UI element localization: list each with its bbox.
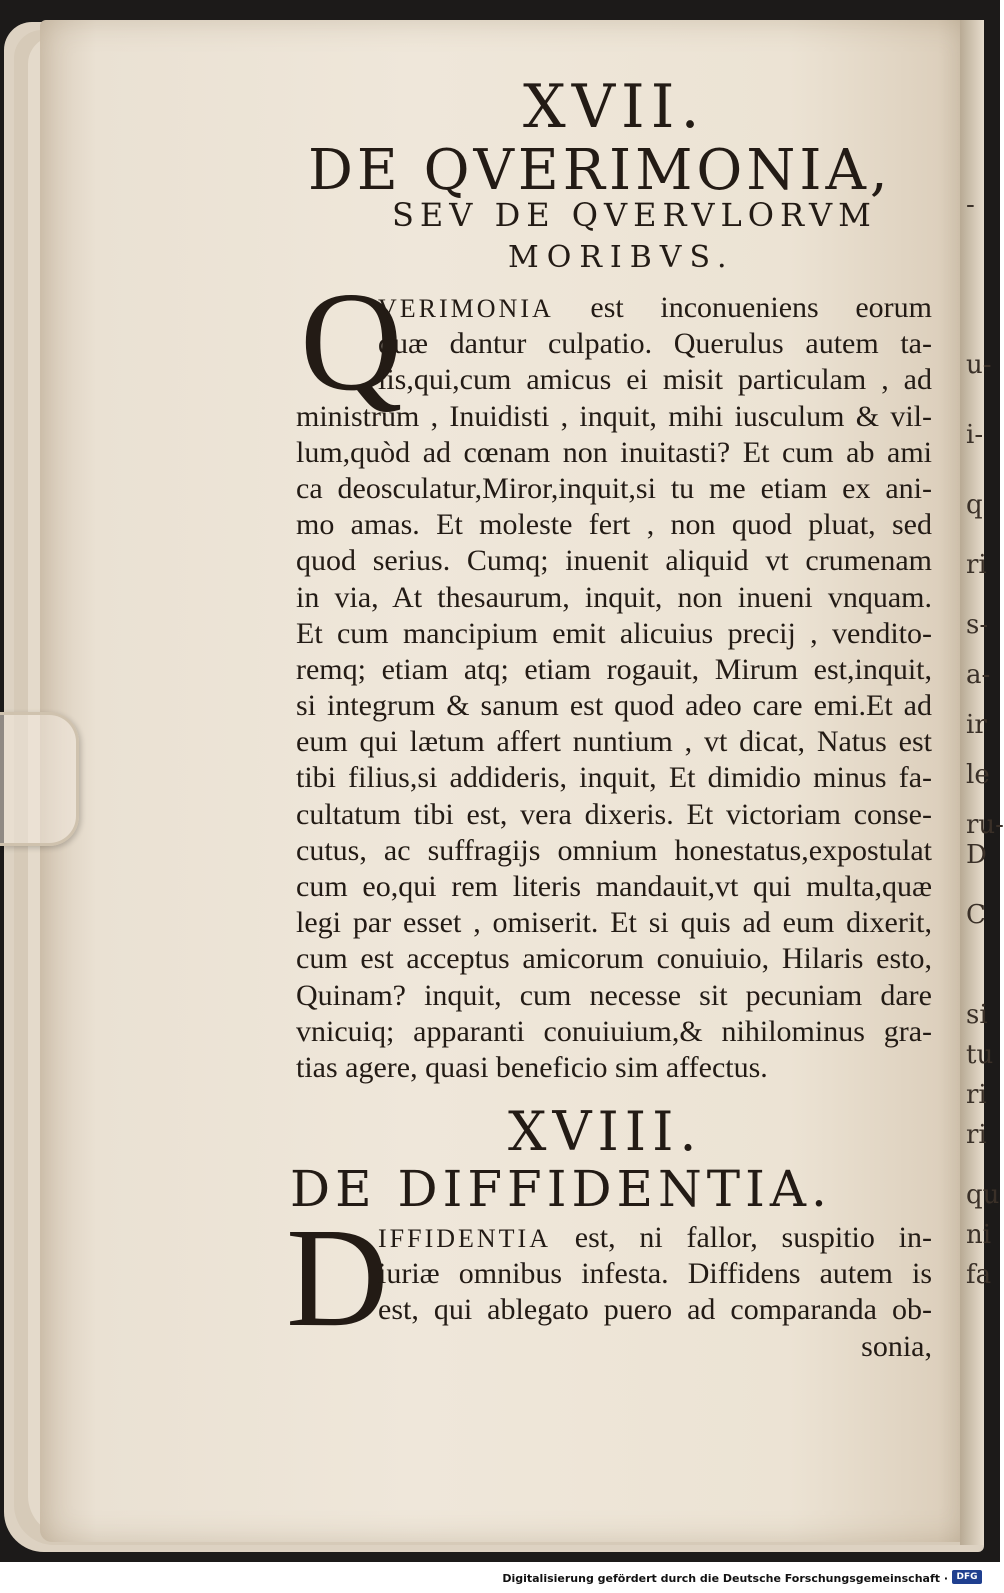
text-line: eum qui lætum affert nuntium , vt dicat, Natus est	[296, 725, 932, 759]
text-line: ca deosculatur,Miror,inquit,si tu me etiam ex ani-	[296, 471, 932, 505]
text-line: lis,qui,cum amicus ei misit particulam , ad	[378, 363, 932, 397]
facing-page-fragment: fa	[966, 1260, 992, 1290]
facing-page-fragment: ri	[966, 1080, 987, 1110]
catchword: sonia,	[861, 1329, 932, 1363]
text-line: quæ dantur culpatio. Querulus autem ta-	[378, 327, 932, 361]
text-line: est, qui ablegato puero ad comparanda ob-	[378, 1293, 932, 1327]
text-line: iuriæ omnibus infesta. Diffidens autem is	[378, 1257, 932, 1291]
drop-cap: D	[286, 1198, 389, 1356]
text-line: cultatum tibi est, vera dixeris. Et victoriam conse-	[296, 797, 932, 831]
chapter-number: XVII.	[523, 72, 706, 142]
facing-page-fragment: qu	[966, 1180, 1000, 1210]
chapter-title: DE QVERIMONIA,	[308, 138, 892, 203]
text-line: mo amas. Et moleste fert , non quod pluat, sed	[296, 508, 932, 542]
text-line: vnicuiq; apparanti conuiuium,& nihilominus gra-	[296, 1014, 932, 1048]
text-line: tias agere, quasi beneficio sim affectus.	[296, 1050, 768, 1084]
paragraph	[296, 1220, 932, 1365]
facing-page-fragment: D	[966, 840, 987, 870]
facing-page-fragment: u-	[966, 350, 992, 380]
page-clip	[0, 712, 79, 846]
facing-page-fragment: i-	[966, 420, 984, 450]
text-line: IFFIDENTIA est, ni fallor, suspitio in-	[378, 1221, 932, 1254]
text-line: cum est acceptus amicorum conuiuio, Hilaris esto,	[296, 942, 932, 976]
facing-page-fragment: ir	[966, 710, 987, 740]
text-line: tibi filius,si addideris, inquit, Et dimidio minus fa-	[296, 761, 932, 795]
chapter-title: DE DIFFIDENTIA.	[290, 1160, 832, 1218]
drop-cap: Q	[300, 262, 403, 420]
facing-page-fragment: s-	[966, 610, 989, 640]
facing-page-fragment: C	[966, 900, 986, 930]
facing-page-fragment: si	[966, 1000, 988, 1030]
facing-page-edge	[960, 20, 1004, 1545]
text-line: Et cum mancipium emit alicuius precij , vendito-	[296, 616, 932, 650]
text-line: quod serius. Cumq; inuenit aliquid vt crumenam	[296, 544, 932, 578]
text-line: VERIMONIA est inconueniens eorum	[378, 291, 932, 324]
facing-page-fragment: ru-	[966, 810, 1004, 840]
text-line: cutus, ac suffragijs omnium honestatus,expostulat	[296, 833, 932, 867]
text-line: cum eo,qui rem literis mandauit,vt qui multa,quæ	[296, 870, 932, 903]
funding-credit: Digitalisierung gefördert durch die Deutsche Forschungsgemeinschaft ·	[502, 1572, 948, 1585]
text-line: remq; etiam atq; etiam rogauit, Mirum est,inquit,	[296, 652, 932, 686]
chapter-number: XVIII.	[508, 1100, 703, 1163]
text-line: in via, At thesaurum, inquit, non inueni vnquam.	[296, 580, 932, 614]
chapter-subtitle: SEV DE QVERVLORVM	[392, 196, 877, 234]
facing-page-fragment: -	[966, 190, 975, 220]
facing-page-fragment: q	[966, 490, 983, 520]
footer	[0, 1562, 1000, 1593]
facing-page-fragment: ri	[966, 550, 987, 580]
paragraph	[296, 290, 932, 1086]
facing-page-fragment: le	[966, 760, 990, 790]
text-line: ministrum , Inuidisti , inquit, mihi iusculum & vil-	[296, 399, 932, 433]
facing-page-fragment: a-	[966, 660, 991, 690]
facing-page-fragment: ni	[966, 1220, 992, 1250]
facing-page-fragment: tu	[966, 1040, 994, 1070]
chapter-subtitle: MORIBVS.	[508, 240, 735, 275]
facing-page-fragment: ri	[966, 1120, 987, 1150]
text-line: legi par esset , omiserit. Et si quis ad eum dixerit,	[296, 906, 932, 940]
text-line: si integrum & sanum est quod adeo care emi.Et ad	[296, 689, 932, 723]
text-line: lum,quòd ad cœnam non inuitasti? Et cum ab ami	[296, 435, 932, 469]
dfg-logo: DFG	[952, 1570, 982, 1584]
text-line: Quinam? inquit, cum necesse sit pecuniam dare	[296, 978, 932, 1012]
